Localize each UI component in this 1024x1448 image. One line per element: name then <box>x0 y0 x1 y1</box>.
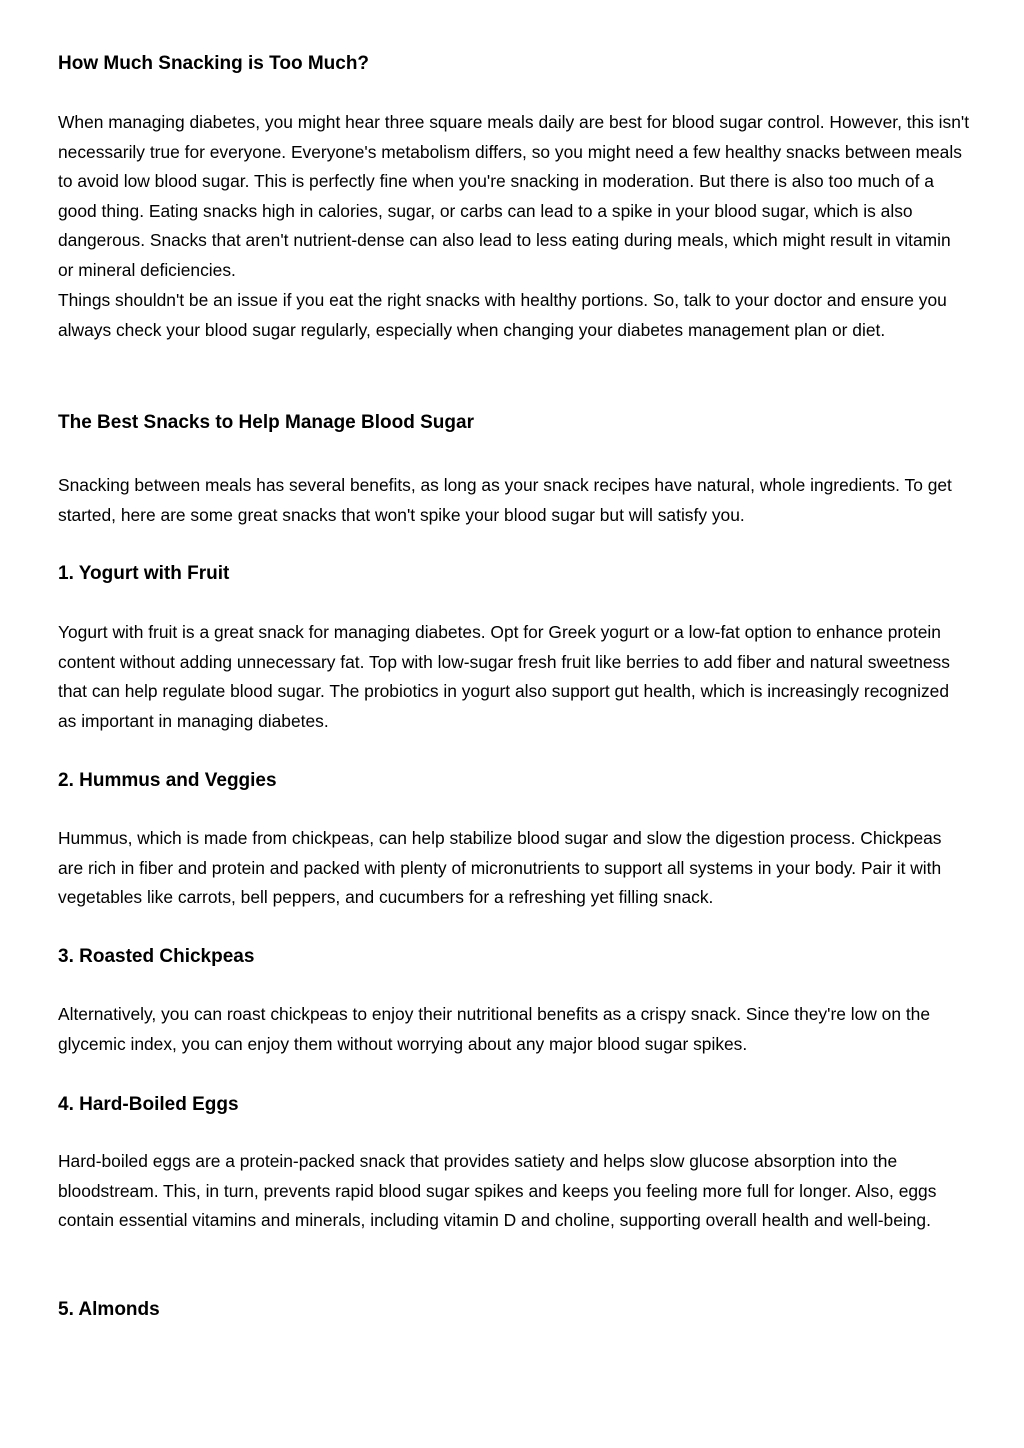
paragraph-yogurt: Yogurt with fruit is a great snack for managing diabetes. Opt for Greek yogurt or a low-fat option to enhance protein content without adding unnecessary fat. Top with low-sugar fresh fruit like berries to add fiber and natural sweetness that can help regulate blood sugar. The probiotics in yogurt also support gut health, which is increasingly recognized as important in managing diabetes. <box>58 622 950 731</box>
section-heading-best-snacks: The Best Snacks to Help Manage Blood Sugar <box>58 412 474 433</box>
section-heading-yogurt: 1. Yogurt with Fruit <box>58 563 230 584</box>
paragraph-roasted-chickpeas: Alternatively, you can roast chickpeas to enjoy their nutritional benefits as a crispy snack. Since they're low on the glycemic index, you can enjoy them without worrying about any major blood sugar spikes. <box>58 1004 931 1054</box>
section-heading-almonds: 5. Almonds <box>58 1299 160 1320</box>
paragraph-best-snacks-intro: Snacking between meals has several benefits, as long as your snack recipes have natural, whole ingredients. To get started, here are some great snacks that won't spike your blood sugar but will satisfy you. <box>58 475 952 525</box>
section-heading-hummus: 2. Hummus and Veggies <box>58 770 277 791</box>
section-heading-eggs: 4. Hard-Boiled Eggs <box>58 1094 239 1115</box>
paragraph-snacking-advice: Things shouldn't be an issue if you eat the right snacks with healthy portions. So, talk to your doctor and ensure you always check your blood sugar regularly, especially when changing your diabetes management plan or diet. <box>58 290 947 340</box>
paragraph-eggs: Hard-boiled eggs are a protein-packed snack that provides satiety and helps slow glucose absorption into the bloodstream. This, in turn, prevents rapid blood sugar spikes and keeps you feeling more full for longer. Also, eggs contain essential vitamins and minerals, including vitamin D and choline, supporting overall health and well-being. <box>58 1151 937 1231</box>
section-heading-roasted-chickpeas: 3. Roasted Chickpeas <box>58 946 255 967</box>
paragraph-snacking-intro: When managing diabetes, you might hear three square meals daily are best for blood sugar control. However, this isn't necessarily true for everyone. Everyone's metabolism differs, so you might need a few healthy snacks between meals to avoid low blood sugar. This is perfectly fine when you're snacking in moderation. But there is also too much of a good thing. Eating snacks high in calories, sugar, or carbs can lead to a spike in your blood sugar, which is also dangerous. Snacks that aren't nutrient-dense can also lead to less eating during meals, which might result in vitamin or mineral deficiencies. <box>58 112 970 280</box>
paragraph-hummus: Hummus, which is made from chickpeas, can help stabilize blood sugar and slow the digestion process. Chickpeas are rich in fiber and protein and packed with plenty of micronutrients to support all systems in your body. Pair it with vegetables like carrots, bell peppers, and cucumbers for a refreshing yet filling snack. <box>58 828 942 908</box>
section-heading-snacking-limit: How Much Snacking is Too Much? <box>58 53 370 74</box>
